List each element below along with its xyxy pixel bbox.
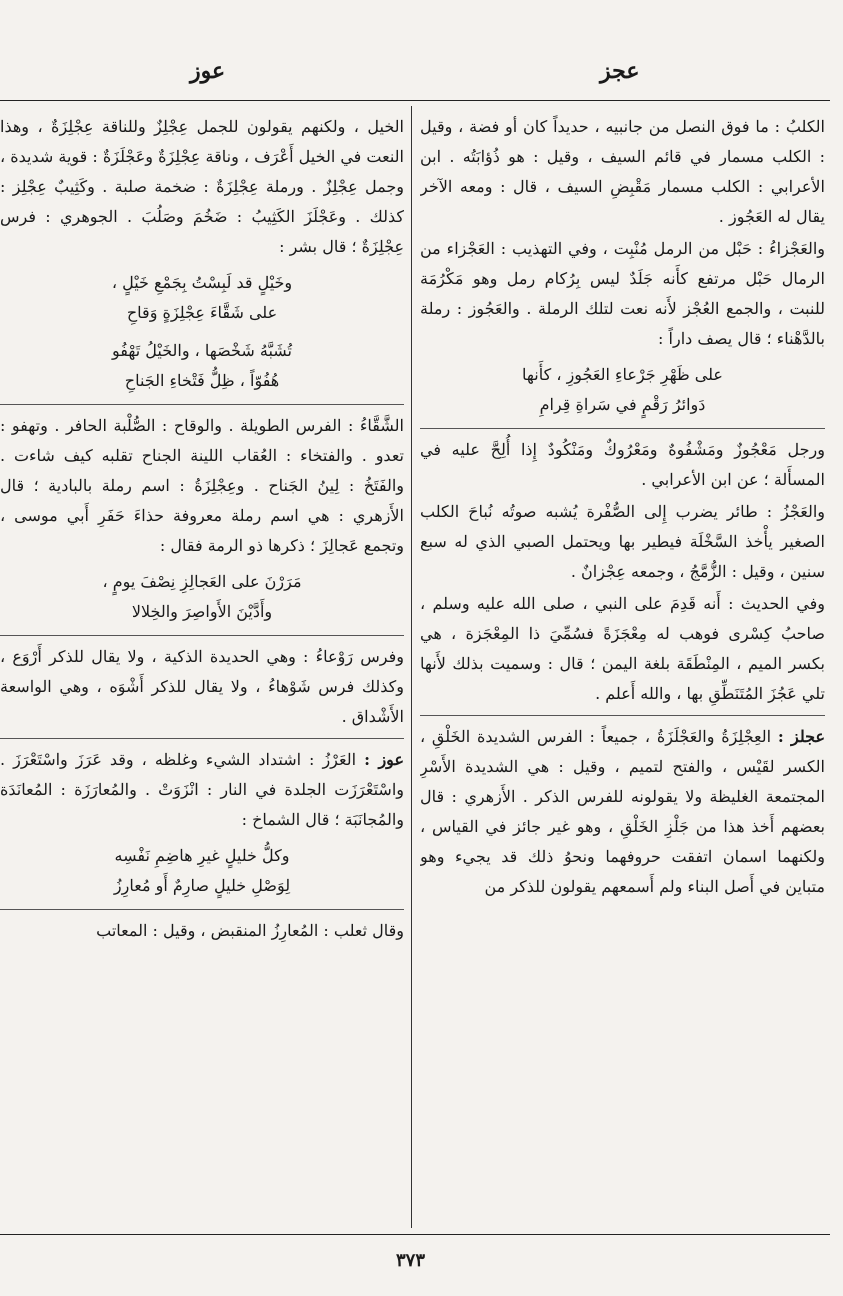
separator-rule xyxy=(0,738,404,739)
paragraph: الخيل ، ولكنهم يقولون للجمل عِجْلِزٌ وللناقة عِجْلِزَةٌ ، وهذا النعت في الخيل أَعْرَف ، وناقة عِجْلِزَةٌ وعَجْلَزَةٌ : قوية شديدة ، وجمل عِجْلِزٌ . ورملة عِجْلِزَةٌ : ضخمة صلبة . وكَثِيبٌ عِجْلِز : كذلك . وعَجْلَزَ الكَثِيبُ : ضَخُمَ وصَلُبَ . الجوهري : فرس عِجْلِزَةٌ ؛ قال بشر : xyxy=(0,117,404,256)
paragraph: والعَجْزاءُ : حَبْل من الرمل مُنْبِت ، وفي التهذيب : العَجْزاء من الرمال حَبْل مرتفع كأَنه جَلَدٌ ليس بِرُكام رمل وهو مَكْرُمَة للنبت ، والجمع العُجْز لأَنه نعت لتلك الرملة . والعَجُوز : رملة بالدَّهْناء ؛ قال يصف داراً : xyxy=(420,239,825,348)
verse-line: مَرَرْنَ على العَجالِزِ نِصْفَ يومٍ ، xyxy=(102,572,302,591)
separator-rule xyxy=(0,635,404,636)
entry-text: العَرْزُ : اشتداد الشيء وغلظه ، وقد عَرَزَ واسْتَعْرَزَ . واسْتَعْرَزَت الجلدة في النار : انْزَوَتْ . والمُعارَزَة : المُعانَدَة والمُجانَبَة ؛ قال الشماخ : xyxy=(0,750,404,829)
top-rule xyxy=(0,100,830,101)
left-column xyxy=(0,112,404,948)
separator-rule xyxy=(0,404,404,405)
verse-line: وخَيْلٍ قد لَبِسْتُ بِجَمْعِ خَيْلٍ ، xyxy=(111,273,293,292)
separator-rule xyxy=(0,909,404,910)
verse-line: على ظَهْرِ جَرْعاءِ العَجُوزِ ، كأَنها xyxy=(522,365,723,384)
verse-line: تُشَبَّهُ شَخْصَها ، والخَيْلُ تَهْفُو xyxy=(111,341,292,360)
right-column xyxy=(420,112,825,904)
verse xyxy=(0,268,404,328)
paragraph: ورجل مَعْجُوزٌ ومَشْفُوهٌ ومَعْرُوكٌ ومَنْكُودٌ إِذا أُلِحَّ عليه في المسأَلة ؛ عن ابن الأعرابي . xyxy=(420,440,825,489)
separator-rule xyxy=(420,428,825,429)
separator-rule xyxy=(420,715,825,716)
entry-text: العِجْلِزَةُ والعَجْلَزَةُ ، جميعاً : الفرس الشديدة الخَلْقِ ، الكسر لقَيْس ، والفتح لتميم ، وقيل : هي الشديدة الأَسْرِ المجتمعة الغليظة ولا يقولونه للفرس الذكر . الأَزهري : قال بعضهم أَخذ هذا من جَلْزِ الخَلْقِ ، وهو غير جائز في القياس ، ولكنهما اسمان اتفقت حروفهما ونحوُ ذلك قد يجيء وهو متباين في أَصل البناء ولم أَسمعهم يقولون للذكر من xyxy=(420,727,825,896)
paragraph: الشَّقَّاءُ : الفرس الطويلة . والوقاح : الصُّلْبة الحافر . وتهفو : تعدو . والفتخاء : العُقاب اللينة الجناح تقلبه كيف شاءت . والفَتَخُ : لِينُ الجَناح . وعِجْلِزَةُ : اسم رملة بالبادية ؛ قال الأَزهري : هي اسم رملة معروفة حذاءَ حَفَرِ أَبي موسى ، وتجمع عَجالِزَ ؛ ذكرها ذو الرمة فقال : xyxy=(0,416,404,555)
paragraph: وفي الحديث : أَنه قَدِمَ على النبي ، صلى الله عليه وسلم ، صاحبُ كِسْرى فوهب له مِعْجَزَةً فسُمِّيَ ذا المِعْجَزة ، هي بكسر الميم ، المِنْطَقَة بلغة اليمن ؛ قال : وسميت بذلك لأَنها تلي عَجُزَ المُتَنَطِّقِ بها ، والله أَعلم . xyxy=(420,594,825,703)
entry xyxy=(420,722,825,902)
running-head-right: عجز xyxy=(600,58,640,84)
verse xyxy=(0,841,404,901)
verse-line: وأَدَّيْنَ الأَواصِرَ والخِلالا xyxy=(131,602,273,621)
entry-headword: عجلز : xyxy=(777,727,825,746)
bottom-rule xyxy=(0,1234,830,1235)
verse xyxy=(0,336,404,396)
verse-line: على شَقَّاءَ عِجْلِزَةٍ وَقاحِ xyxy=(126,303,278,322)
verse-line: لِوَصْلِ خليلٍ صارِمٌ أَو مُعارِزُ xyxy=(113,876,291,895)
paragraph: وقال ثعلب : المُعارِزُ المنقبض ، وقيل : المعاتب xyxy=(96,921,404,940)
verse xyxy=(420,360,825,420)
entry-headword: عوز : xyxy=(364,750,404,769)
verse-line: هُفُوّاً ، ظِلُّ فَتْخاءِ الجَناحِ xyxy=(124,371,280,390)
paragraph: وفرس رَوْعاءُ : وهي الحديدة الذكية ، ولا يقال للذكر أَرْوَع ، وكذلك فرس شَوْهاءُ ، ولا يقال للذكر أَشْوَه ، وهي الواسعة الأَشْداق . xyxy=(0,647,404,726)
paragraph: الكلبُ : ما فوق النصل من جانبيه ، حديداً كان أو فضة ، وقيل : الكلب مسمار في قائم السيف ، وقيل : هو ذُؤابَتُه . ابن الأعرابي : الكلب مسمار مَقْبِضِ السيف ، قال : ومعه الآخر يقال له العَجُوز . xyxy=(420,117,825,226)
paragraph: والعَجْزُ : طائر يضرب إِلى الصُّفْرة يُشبه صوتُه نُباحَ الكلب الصغير يأْخذ السَّخْلَة فيطير بها ويحتمل الصبي الذي له سبع سنين ، وقيل : الزُّمَّجُ ، وجمعه عِجْزانٌ . xyxy=(420,502,825,581)
verse-line: وكلُّ خليلٍ غيرِ هاضِمِ نَفْسِه xyxy=(114,846,290,865)
column-divider xyxy=(411,106,412,1228)
page-number: ٣٧٣ xyxy=(396,1250,426,1271)
entry xyxy=(0,745,404,835)
verse xyxy=(0,567,404,627)
running-head-left: عوز xyxy=(190,58,226,84)
verse-line: دَوائرُ رَقْمٍ في سَراةِ قِرامِ xyxy=(539,395,706,414)
